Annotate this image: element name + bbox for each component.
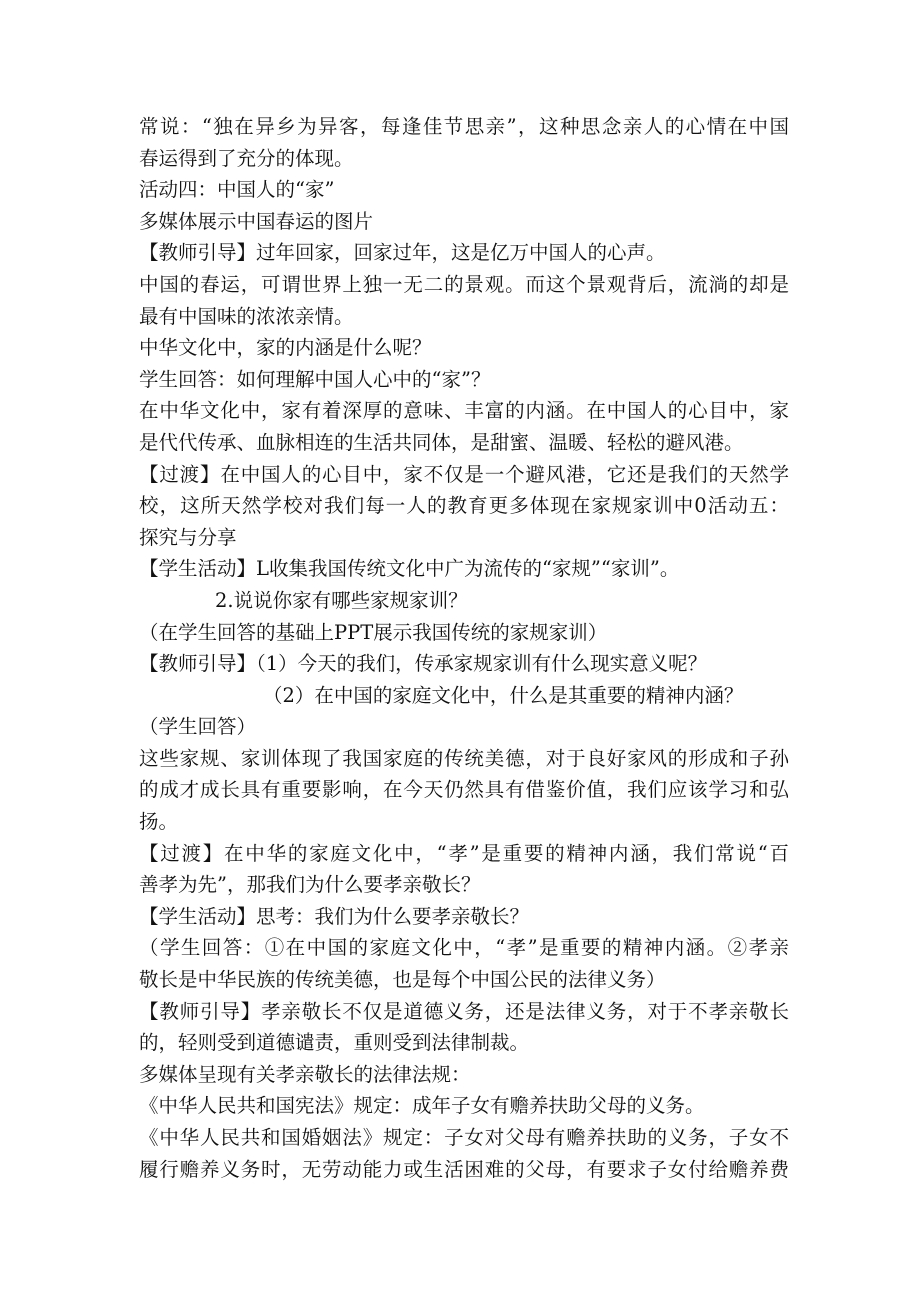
paragraph-line: 这些家规、家训体现了我国家庭的传统美德，对于良好家风的形成和子孙 [139,746,789,770]
document-body [139,111,789,1185]
paragraph-line: 多媒体呈现有关孝亲敬长的法律法规： [139,1062,471,1086]
paragraph-line: 在中华文化中，家有着深厚的意味、丰富的内涵。在中国人的心目中，家 [139,399,789,423]
paragraph-line: 最有中国味的浓浓亲情。 [139,304,354,328]
paragraph-line: 善孝为先”，那我们为什么要孝亲敬长？ [139,873,481,897]
paragraph-line: 多媒体展示中国春运的图片 [139,209,374,233]
section-heading: 探究与分享 [139,525,237,549]
paragraph-line: （学生回答） [139,715,257,739]
list-item: （2）在中国的家庭文化中，什么是其重要的精神内涵？ [263,683,744,707]
paragraph-line: 【教师引导】孝亲敬长不仅是道德义务，还是法律义务，对于不孝亲敬长 [139,999,789,1023]
paragraph-line: 是代代传承、血脉相连的生活共同体，是甜蜜、温暖、轻松的避风港。 [139,430,744,454]
paragraph-line: 校，这所天然学校对我们每一人的教育更多体现在家规家训中0活动五： [139,494,789,518]
paragraph-line: 【过渡】在中华的家庭文化中，“孝”是重要的精神内涵，我们常说“百 [139,841,789,865]
paragraph-line: （在学生回答的基础上PPT展示我国传统的家规家训） [139,620,608,644]
paragraph-line: 【过渡】在中国人的心目中，家不仅是一个避风港，它还是我们的天然学 [139,462,789,486]
paragraph-line: 【教师引导】（1）今天的我们，传承家规家训有什么现实意义呢？ [139,652,708,676]
paragraph-line: 学生回答：如何理解中国人心中的“家”？ [139,367,491,391]
paragraph-line: 常说：“独在异乡为异客，每逢佳节思亲”，这种思念亲人的心情在中国 [139,115,789,138]
list-item: 2.说说你家有哪些家规家训？ [215,588,468,612]
paragraph-line: 履行赡养义务时，无劳动能力或生活困难的父母，有要求子女付给赡养费 [139,1157,789,1181]
paragraph-line: 扬。 [139,810,179,834]
paragraph-line: 春运得到了充分的体现。 [139,146,354,170]
paragraph-line: 【教师引导】过年回家，回家过年，这是亿万中国人的心声。 [139,241,666,265]
paragraph-line: 【学生活动】思考：我们为什么要孝亲敬长？ [139,904,530,928]
paragraph-line: 中国的春运，可谓世界上独一无二的景观。而这个景观背后，流淌的却是 [139,272,789,296]
paragraph-line: 《中华人民共和国婚姻法》规定：子女对父母有赡养扶助的义务，子女不 [139,1126,789,1149]
paragraph-line: 的成才成长具有重要影响，在今天仍然具有借鉴价值，我们应该学习和弘 [139,778,789,802]
paragraph-line: 敬长是中华民族的传统美德，也是每个中国公民的法律义务） [139,968,666,992]
paragraph-line: （学生回答：①在中国的家庭文化中，“孝”是重要的精神内涵。②孝亲 [139,936,789,960]
paragraph-line: 中华文化中，家的内涵是什么呢？ [139,336,432,360]
section-heading: 活动四：中国人的“家” [139,178,335,202]
paragraph-line: 《中华人民共和国宪法》规定：成年子女有赡养扶助父母的义务。 [139,1094,705,1118]
paragraph-line: 【学生活动】L收集我国传统文化中广为流传的“家规”“家训”。 [139,557,680,581]
paragraph-line: 的，轻则受到道德谴责，重则受到法律制裁。 [139,1031,530,1055]
